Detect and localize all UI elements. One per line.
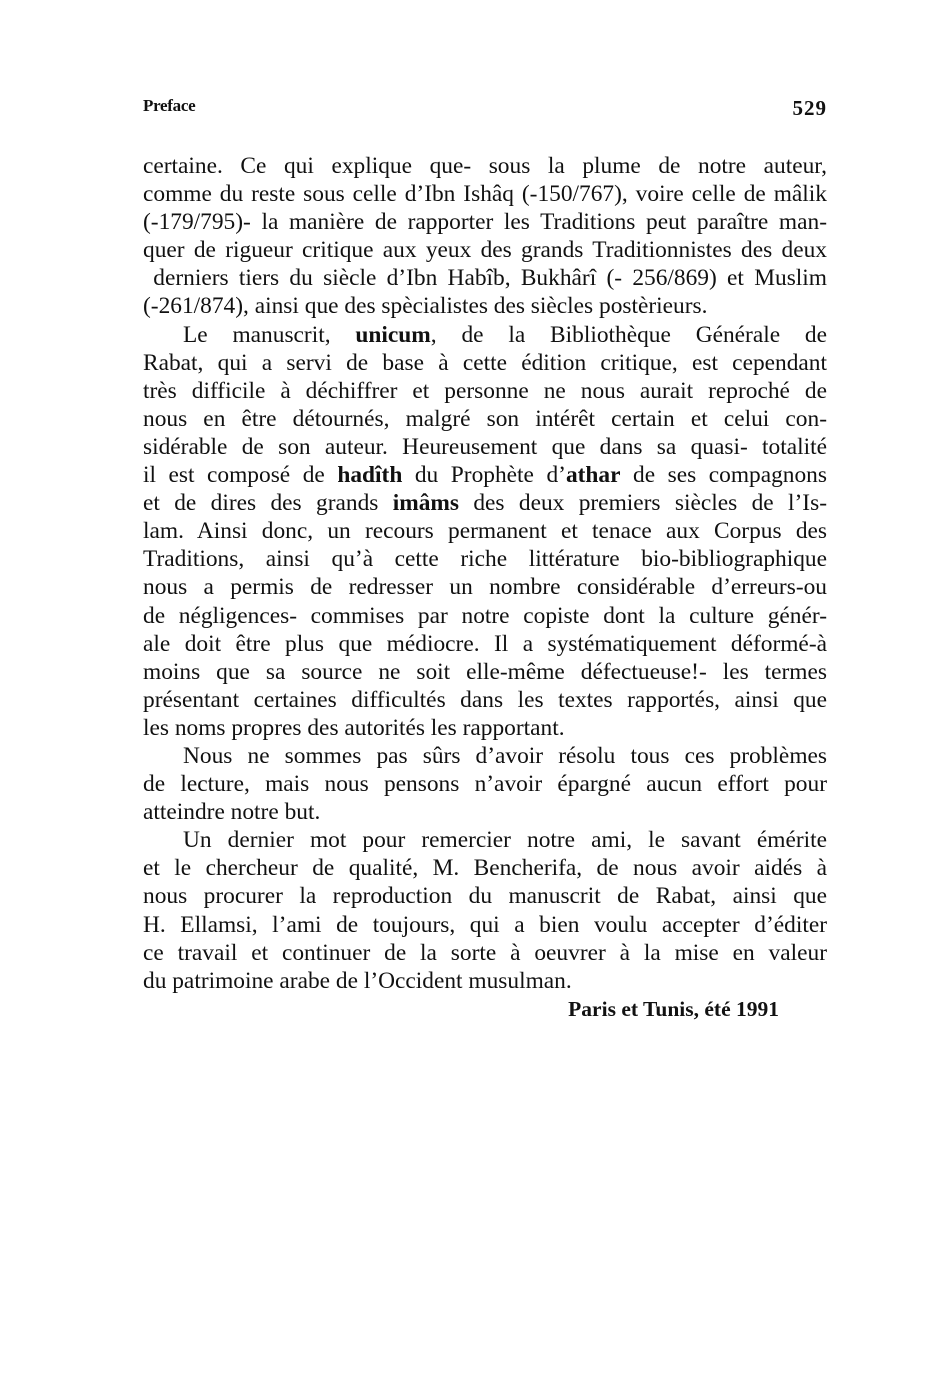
text-line [143, 939, 827, 967]
line-text: très difficile à déchiffrer et personne ne nous aurait reproché de [143, 377, 827, 404]
paragraph-1 [143, 152, 827, 321]
text-line [143, 770, 827, 798]
text-line [143, 489, 827, 517]
text-line [143, 517, 827, 545]
text-line [143, 321, 827, 349]
line-text: de négligences- commises par notre copiste dont la culture génér- [143, 602, 827, 629]
text-line [143, 967, 827, 995]
line-text: nous a permis de redresser un nombre considérable d’erreurs-ou [143, 574, 827, 601]
line-text: Rabat, qui a servi de base à cette édition critique, est cependant [143, 349, 827, 376]
term-unicum: unicum [355, 321, 431, 348]
paragraph-2 [143, 321, 827, 742]
text-line [143, 854, 827, 882]
line-text: Nous ne sommes pas sûrs d’avoir résolu tous ces problèmes [183, 742, 827, 769]
line-text: nous en être détournés, malgré son intérêt certain et celui con- [143, 405, 827, 432]
signature: Paris et Tunis, été 1991 [568, 997, 779, 1021]
text-line [143, 826, 827, 854]
text-run: des deux premiers siècles de l’Is- [459, 490, 827, 517]
text-line [143, 433, 827, 461]
body-text [143, 152, 827, 995]
line-text: certaine. Ce qui explique que- sous la plume de notre auteur, [143, 153, 827, 179]
line-text: quer de rigueur critique aux yeux des grands Traditionnistes des deux [143, 237, 827, 264]
text-line [143, 686, 827, 714]
text-run: , de la Bibliothèque Générale de [430, 321, 827, 348]
text-line [143, 714, 827, 742]
text-line [143, 545, 827, 573]
line-text: et le chercheur de qualité, M. Bencherifa, de nous avoir aidés à [143, 855, 827, 882]
line-text: (-179/795)- la manière de rapporter les Traditions peut paraître man- [143, 209, 827, 236]
text-line [143, 208, 827, 236]
text-line [143, 882, 827, 910]
text-run: Le manuscrit, [183, 321, 356, 348]
line-text [183, 321, 827, 349]
text-line [143, 658, 827, 686]
line-text: ce travail et continuer de la sorte à oeuvrer à la mise en valeur [143, 939, 827, 966]
line-text: sidérable de son auteur. Heureusement que dans sa quasi- totalité [143, 433, 827, 460]
line-text: (-261/874), ainsi que des spècialistes des siècles postèrieurs. [143, 293, 708, 320]
text-line [143, 236, 827, 264]
text-line [143, 349, 827, 377]
line-text: comme du reste sous celle d’Ibn Ishâq (-150/767), voire celle de mâlik [143, 181, 827, 208]
text-line [143, 798, 827, 826]
text-run: il est composé de [143, 462, 338, 489]
line-text: moins que sa source ne soit elle-même défectueuse!- les termes [143, 658, 827, 685]
line-text: lam. Ainsi donc, un recours permanent et tenace aux Corpus des [143, 518, 827, 545]
line-text [143, 489, 827, 517]
term-imams: imâms [392, 490, 459, 517]
line-text: Un dernier mot pour remercier notre ami, le savant émérite [183, 827, 827, 854]
term-athar: athar [565, 462, 621, 489]
text-run: du Prophète d’ [402, 462, 566, 489]
line-text: H. Ellamsi, l’ami de toujours, qui a bien voulu accepter d’éditer [143, 911, 827, 938]
text-line [143, 377, 827, 405]
line-text: du patrimoine arabe de l’Occident musulman. [143, 967, 572, 994]
text-line [143, 405, 827, 433]
page-number: 529 [792, 96, 827, 120]
text-line [143, 573, 827, 601]
text-line [143, 630, 827, 658]
text-line [143, 292, 827, 320]
text-line [143, 152, 827, 180]
text-run: et de dires des grands [143, 490, 393, 517]
line-text: ale doit être plus que médiocre. Il a systématiquement déformé-à [143, 630, 827, 657]
line-text: nous procurer la reproduction du manuscrit de Rabat, ainsi que [143, 883, 827, 910]
line-text: atteindre notre but. [143, 799, 321, 826]
term-hadith: hadîth [337, 462, 403, 489]
text-line [143, 742, 827, 770]
text-line [143, 264, 827, 292]
line-text: présentant certaines difficultés dans les textes rapportés, ainsi que [143, 686, 827, 713]
line-text: de lecture, mais nous pensons n’avoir épargné aucun effort pour [143, 771, 827, 798]
text-line [143, 911, 827, 939]
paragraph-3 [143, 742, 827, 826]
line-text: Traditions, ainsi qu’à cette riche littérature bio-bibliographique [143, 546, 827, 573]
text-line [143, 461, 827, 489]
paragraph-4 [143, 826, 827, 995]
page-header [143, 96, 827, 126]
text-line [143, 180, 827, 208]
line-text: derniers tiers du siècle d’Ibn Habîb, Bukhârî (- 256/869) et Muslim [143, 265, 827, 292]
text-line [143, 602, 827, 630]
running-head: Preface [143, 96, 196, 115]
line-text [143, 461, 827, 489]
text-run: de ses compagnons [620, 462, 827, 489]
line-text: les noms propres des autorités les rapportant. [143, 714, 565, 741]
